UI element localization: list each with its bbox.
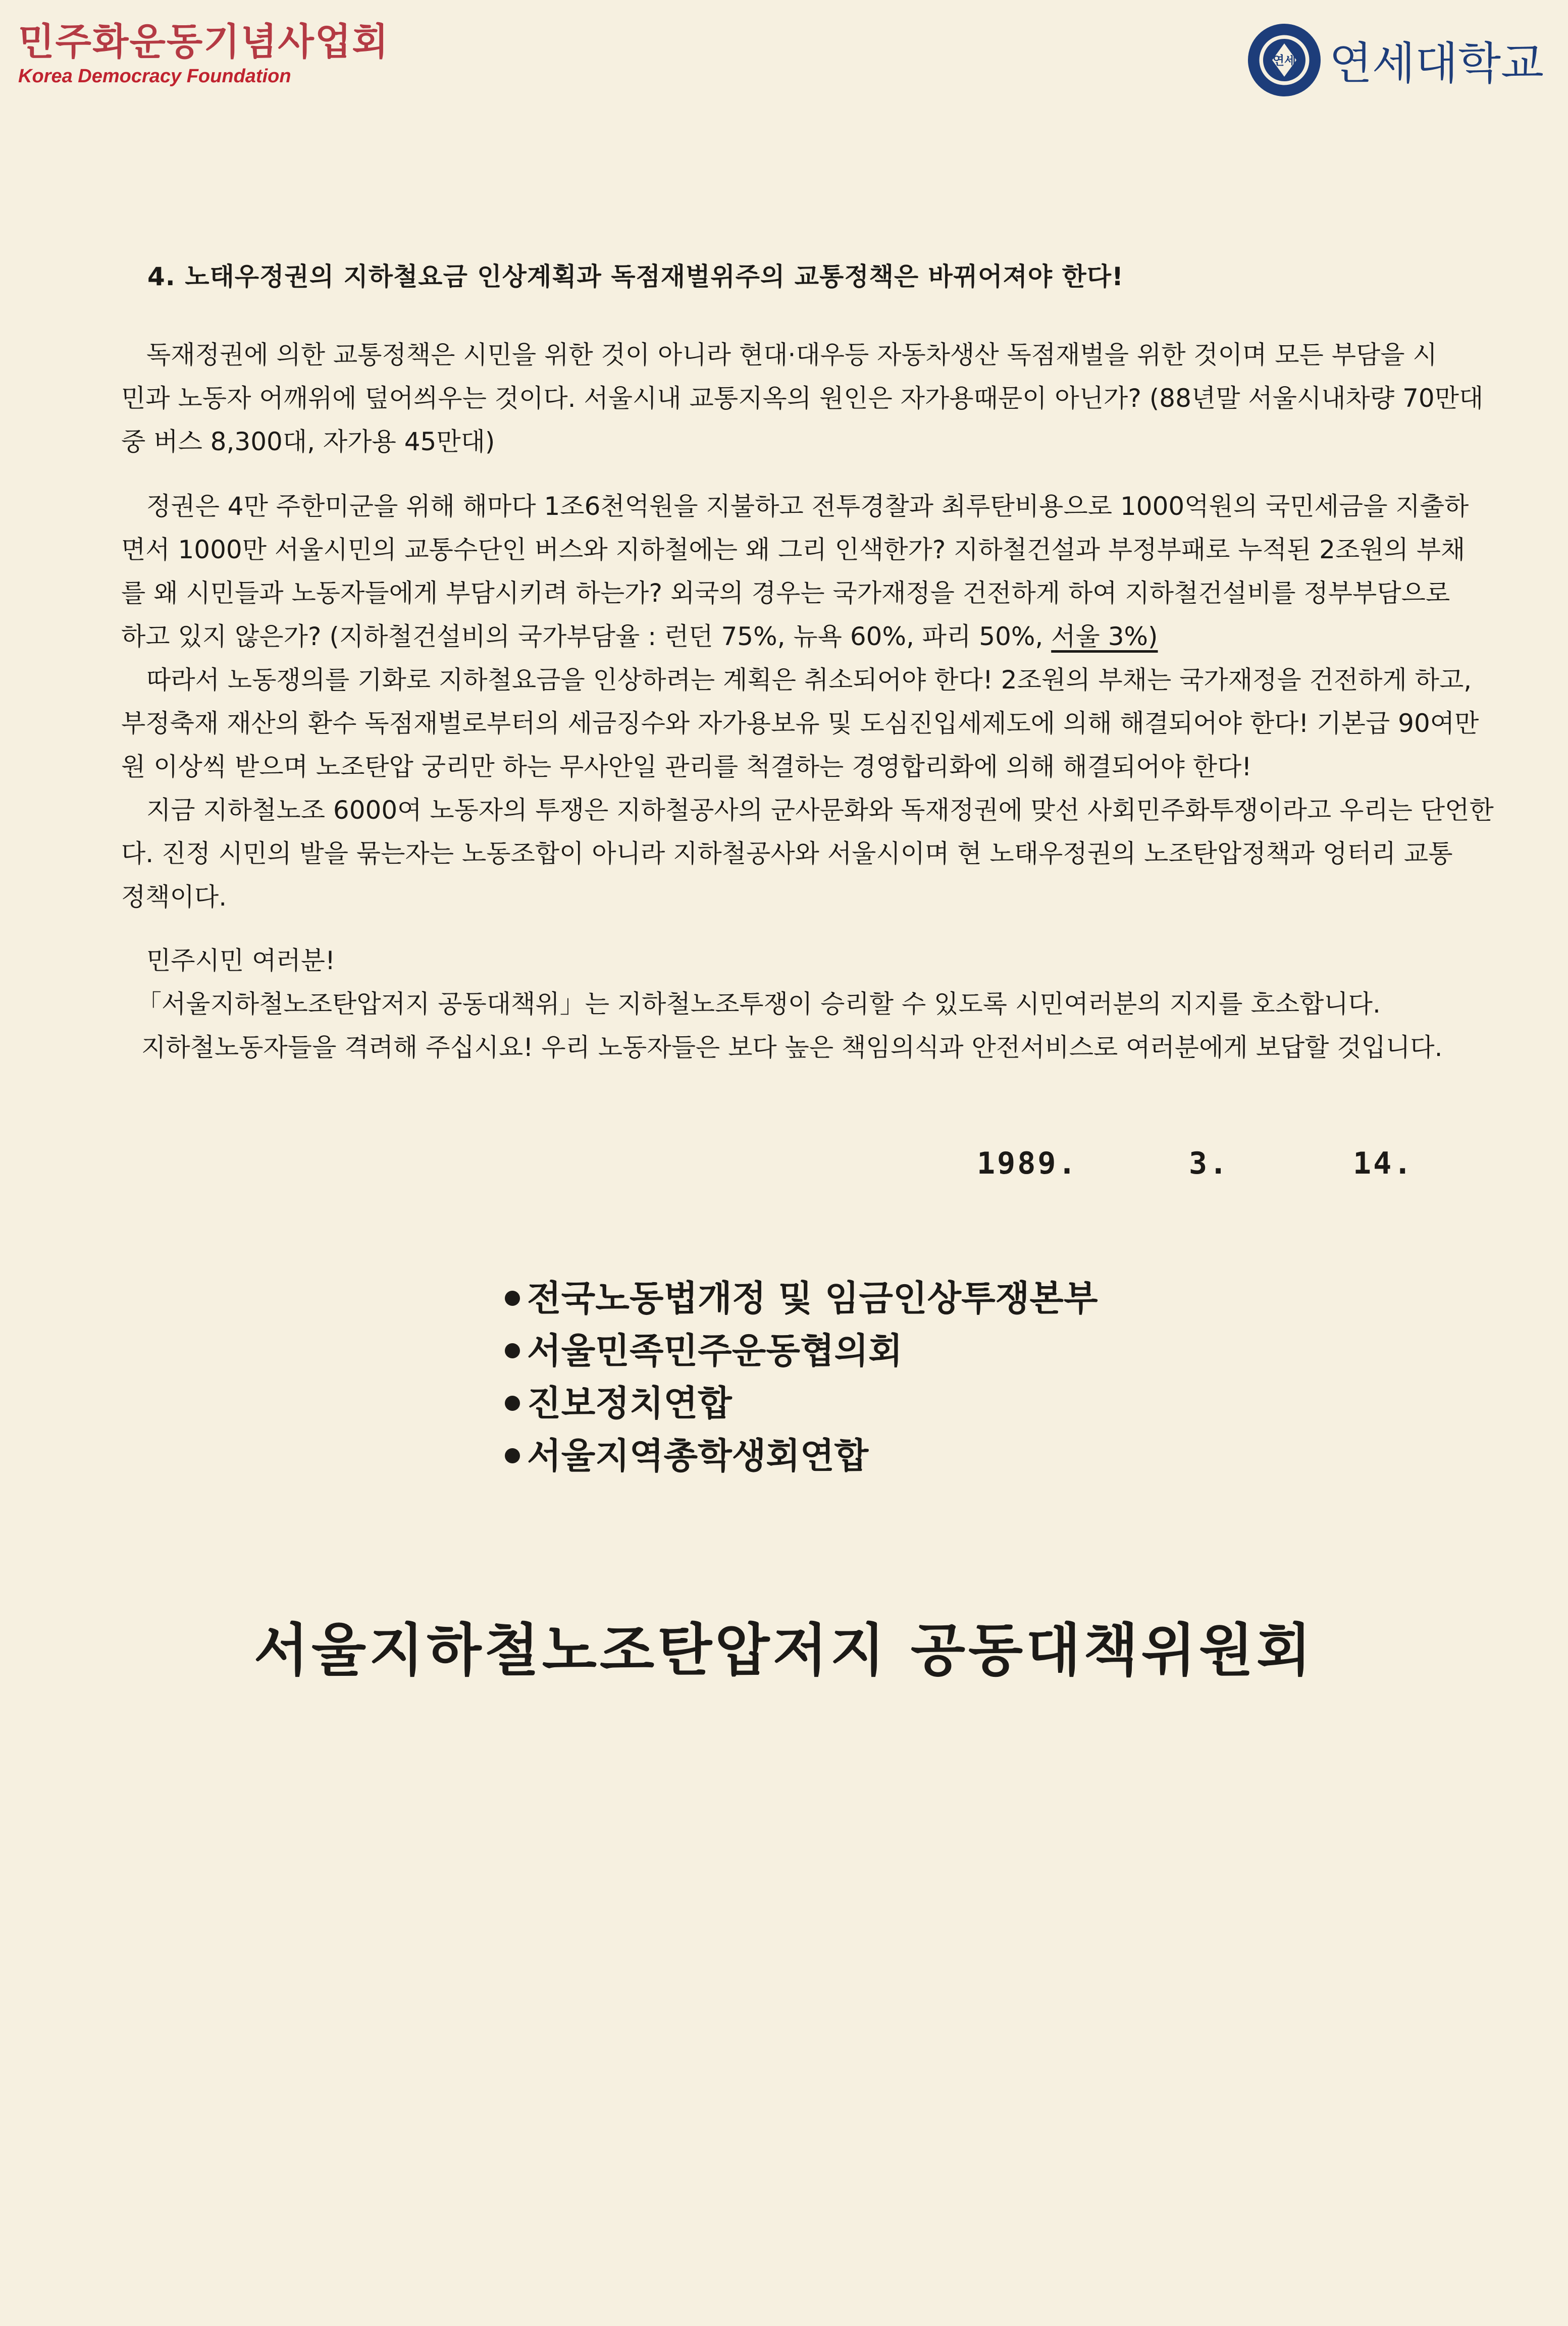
organization-item (505, 1377, 1098, 1430)
paragraph-2 (121, 485, 1494, 919)
appeal-line: 「서울지하철노조탄압저지 공동대책위」는 지하철노조투쟁이 승리할 수 있도록 시민여러분의 지지를 호소합니다. (136, 989, 1381, 1019)
text-line: 면서 1000만 서울시민의 교통수단인 버스와 지하철에는 왜 그리 인색한가? 지하철건설과 부정부패로 누적된 2조원의 부채 (121, 535, 1466, 564)
appeal-greeting: 민주시민 여러분! (146, 946, 336, 975)
text-line: 따라서 노동쟁의를 기화로 지하철요금을 인상하려는 계획은 취소되어야 한다! 2조원의 부채는 국가재정을 건전하게 하고, (146, 665, 1472, 695)
organization-name: 진보정치연합 (527, 1383, 732, 1424)
section-heading: 4. 노태우정권의 지하철요금 인상계획과 독점재벌위주의 교통정책은 바뀌어져야 한다! (147, 262, 1124, 291)
paragraph-1 (121, 333, 1494, 463)
text-line: 지금 지하철노조 6000여 노동자의 투쟁은 지하철공사의 군사문화와 독재정권에 맞선 사회민주화투쟁이라고 우리는 단언한 (146, 796, 1494, 825)
organization-name: 서울지역총학생회연합 (527, 1435, 869, 1476)
organization-item (505, 1325, 1098, 1377)
organization-item (505, 1430, 1098, 1482)
yonsei-name: 연세대학교 (1329, 37, 1544, 89)
seal-center-text: 연세 (1272, 54, 1296, 68)
text-line: 정책이다. (121, 882, 227, 912)
organization-list (505, 1272, 1098, 1482)
yonsei-seal-icon (1246, 22, 1322, 98)
text-line: 원 이상씩 받으며 노조탄압 궁리만 하는 무사안일 관리를 척결하는 경영합리화에 의해 해결되어야 한다! (121, 752, 1252, 781)
organization-item (505, 1272, 1098, 1325)
date-day: 14. (1353, 1146, 1414, 1181)
text-line-start: 하고 있지 않은가? (지하철건설비의 국가부담율 : 런던 75%, 뉴욕 60%, 파리 50%, (121, 622, 1043, 651)
committee-name: 서울지하철노조탄압저지 공동대책위원회 (253, 1617, 1315, 1683)
text-line: 다. 진정 시민의 발을 묶는자는 노동조합이 아니라 지하철공사와 서울시이며 현 노태우정권의 노조탄압정책과 엉터리 교통 (121, 839, 1453, 868)
bullet-icon (505, 1396, 520, 1411)
bullet-icon (505, 1343, 520, 1358)
kdf-logo (18, 19, 389, 88)
kdf-logo-english: Korea Democracy Foundation (18, 66, 291, 87)
organization-name: 서울민족민주운동협의회 (527, 1330, 903, 1371)
text-line: 를 왜 시민들과 노동자들에게 부담시키려 하는가? 외국의 경우는 국가재정을 건전하게 하여 지하철건설비를 정부부담으로 (121, 578, 1450, 608)
appeal-block (121, 939, 1442, 1069)
bullet-icon (505, 1291, 520, 1306)
text-line: 정권은 4만 주한미군을 위해 해마다 1조6천억원을 지불하고 전투경찰과 최루탄비용으로 1000억원의 국민세금을 지출하 (146, 492, 1469, 521)
yonsei-logo (1246, 22, 1544, 98)
text-line: 중 버스 8,300대, 자가용 45만대) (121, 427, 495, 456)
appeal-line: 지하철노동자들을 격려해 주십시요! 우리 노동자들은 보다 높은 책임의식과 안전서비스로 여러분에게 보답할 것입니다. (141, 1033, 1443, 1062)
bullet-icon (505, 1448, 520, 1463)
text-line: 부정축재 재산의 환수 독점재벌로부터의 세금징수와 자가용보유 및 도심진입세제도에 의해 해결되어야 한다! 기본급 90여만 (121, 709, 1479, 738)
seoul-rate-underlined: 서울 3%) (1051, 622, 1158, 651)
date-month: 3. (1189, 1146, 1230, 1181)
date-year: 1989. (977, 1146, 1078, 1181)
organization-name: 전국노동법개정 및 임금인상투쟁본부 (527, 1278, 1098, 1319)
kdf-logo-korean: 민주화운동기념사업회 (18, 20, 389, 64)
text-line (121, 615, 1494, 658)
text-line: 독재정권에 의한 교통정책은 시민을 위한 것이 아니라 현대·대우등 자동차생산 독점재벌을 위한 것이며 모든 부담을 시 (146, 340, 1437, 369)
text-line: 민과 노동자 어깨위에 덮어씌우는 것이다. 서울시내 교통지옥의 원인은 자가용때문이 아닌가? (88년말 서울시내차량 70만대 (121, 384, 1484, 413)
